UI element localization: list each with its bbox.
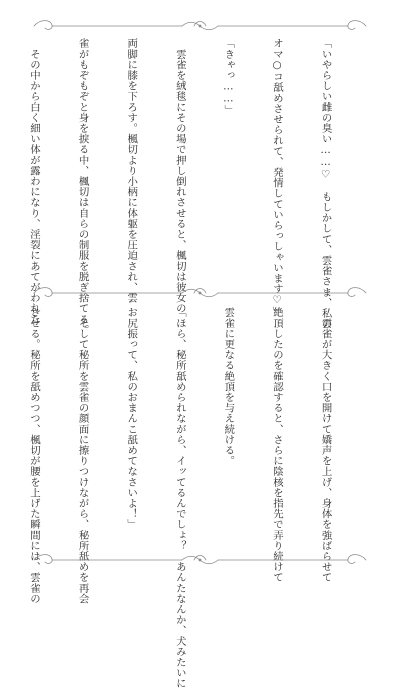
text-line: 両脚に膝を下ろす。楓切より小柄に体躯を圧迫され、雲 xyxy=(125,38,138,303)
bottom-ornament-divider xyxy=(32,550,368,570)
middle-ornament-divider xyxy=(32,283,368,303)
text-line: 「きゃっ……」 xyxy=(222,38,235,116)
text-line: 雲雀を絨毯にその場で押し倒れさせると、楓切は彼女の xyxy=(173,38,186,314)
text-line: 雀がもぞもぞと身を捩る中、楓切は自らの制服を脱ぎ捨てる。 xyxy=(76,38,89,335)
text-line: 雲雀が大きく口を開けて嬌声を上げ、身体を強ばらせて xyxy=(319,307,332,583)
text-line: オマ○コ舐めさせられて、発情していらっしゃいます♡」 xyxy=(270,38,283,317)
text-line: 雲雀に更なる絶頂を与え続ける。 xyxy=(222,307,235,466)
text-line: 絶頂したのを確認すると、さらに陰核を指先で弄り続けて xyxy=(270,307,283,583)
text-line: お尻振って、私のおまんこ舐めてなさいよ！」 xyxy=(125,307,138,530)
lower-text-block xyxy=(27,307,366,689)
text-line: させる。秘所を舐めつつ、楓切が腰を上げた瞬間には、雲雀の xyxy=(27,307,40,604)
text-line: 「いやらしい雌の臭い……♡ もしかして、雲雀さま、私の xyxy=(319,38,332,329)
top-ornament-divider xyxy=(32,16,368,36)
text-line: その中から白く細い体が露わになり、淫裂にあてがわれた xyxy=(27,38,40,325)
text-line: そして秘所を雲雀の顔面に擦りつけながら、秘所舐めを再会 xyxy=(76,307,89,604)
upper-text-block xyxy=(27,38,366,335)
text-line: 「ほら、秘所舐められながら、イッてるんでしょ？ あんたなんか、犬みたいに xyxy=(173,307,186,689)
